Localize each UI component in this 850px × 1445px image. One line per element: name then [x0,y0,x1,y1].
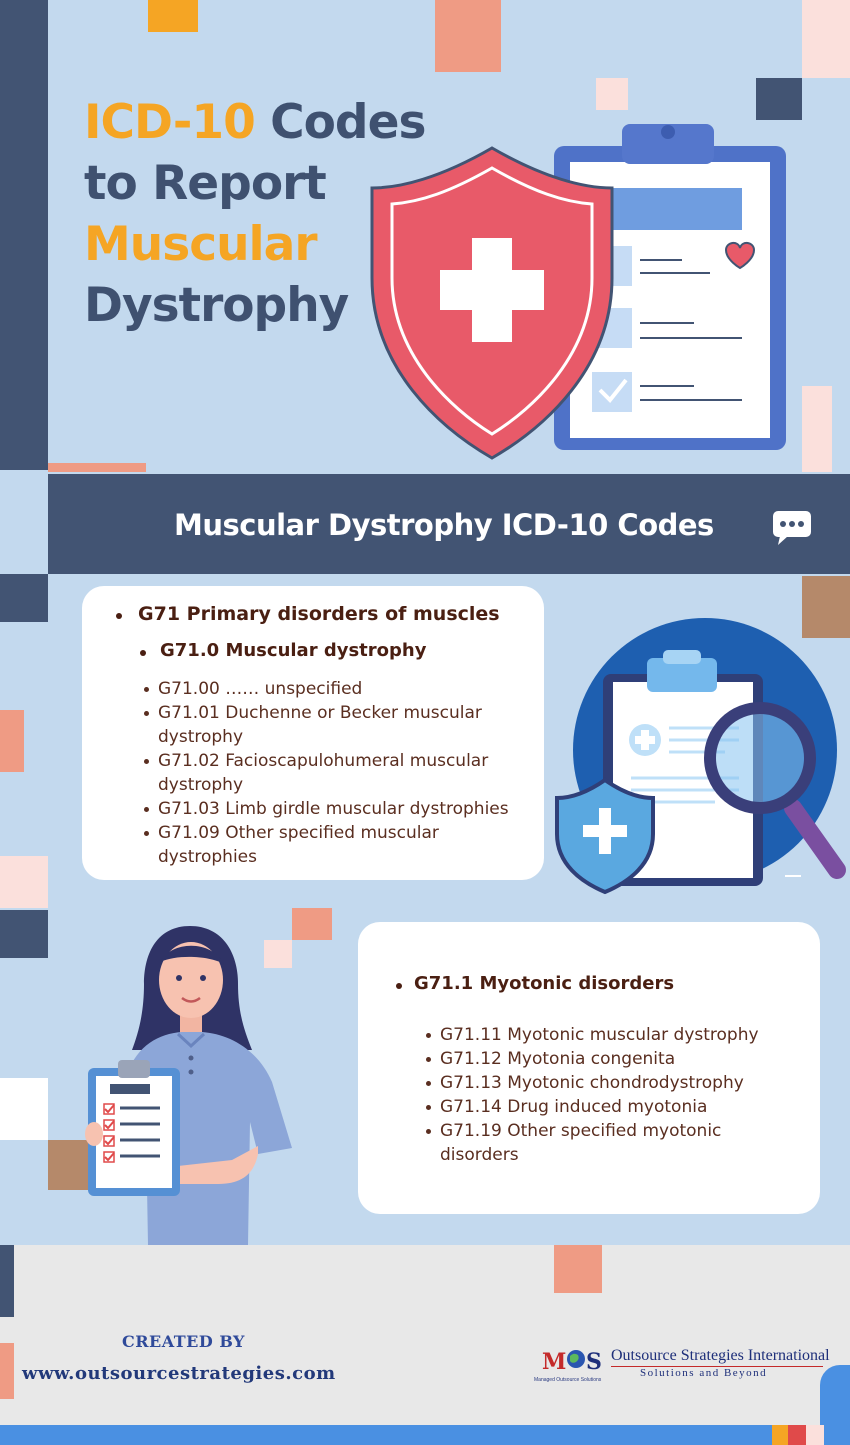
deco-square [802,0,850,78]
website-link[interactable]: www.outsourcestrategies.com [22,1363,336,1384]
g71-heading: G71 Primary disorders of muscles [138,603,500,625]
list-item: G71.11 Myotonic muscular dystrophy [440,1025,759,1045]
list-item: G71.14 Drug induced myotonia [440,1097,708,1117]
list-item: G71.01 Duchenne or Becker muscular dystrophy [158,703,482,747]
mos-logo-icon [540,1343,610,1377]
svg-text:S: S [586,1349,602,1375]
svg-text:M: M [542,1349,567,1375]
deco-square [148,0,198,32]
deco-square [0,574,48,622]
chat-bubble-icon [772,510,812,546]
banner-title: Muscular Dystrophy ICD-10 Codes [174,508,714,542]
medical-report-magnifier-illustration [555,608,850,898]
title-line3: Muscular [84,217,317,272]
list-item: G71.00 …… unspecified [158,679,363,699]
title-accent: ICD-10 [84,95,255,150]
deco-square [0,710,24,772]
title-codes: Codes [254,95,426,150]
deco-square [0,1078,48,1140]
list-item: G71.02 Facioscapulohumeral muscular dystrophy [158,751,489,795]
list-item: G71.12 Myotonia congenita [440,1049,676,1069]
list-item: G71.09 Other specified muscular dystrophies [158,823,439,867]
deco-square [0,856,48,908]
deco-square [48,463,146,472]
deco-square [435,0,501,72]
deco-square [756,78,802,120]
footer [0,1245,850,1445]
g711-codes-card [358,922,820,1214]
company-name: Outsource Strategies International [611,1347,830,1364]
created-by-label: CREATED BY [122,1332,245,1351]
list-item: G71.13 Myotonic chondrodystrophy [440,1073,744,1093]
title-line2: to Report [84,156,326,211]
mos-subtext: Managed Outsource Solutions [534,1377,602,1383]
woman-with-clipboard-illustration [82,922,312,1245]
g710-subheading: G71.0 Muscular dystrophy [160,640,427,661]
company-tagline: Solutions and Beyond [640,1367,768,1379]
section-banner [48,474,850,574]
list-item: G71.03 Limb girdle muscular dystrophies [158,799,509,819]
g711-subheading: G71.1 Myotonic disorders [414,973,675,994]
deco-square [0,0,48,470]
deco-square [802,386,832,472]
clipboard-shield-illustration [360,118,800,468]
deco-square [0,910,48,958]
g71-codes-card [82,586,544,880]
list-item: G71.19 Other specified myotonic disorders [440,1121,722,1165]
deco-square [596,78,628,110]
title-line4: Dystrophy [84,278,349,333]
